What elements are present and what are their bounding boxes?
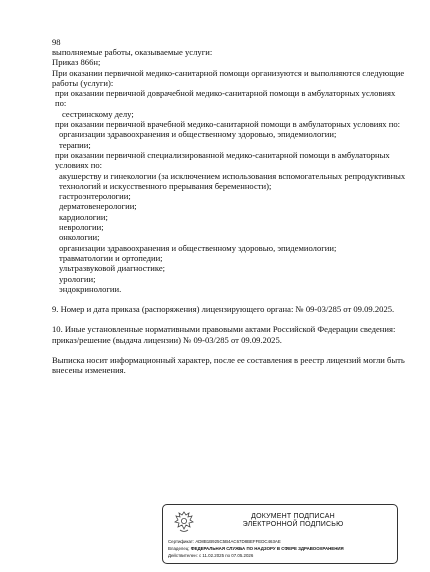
certificate-label: Сертификат: — [168, 539, 195, 544]
stamp-title — [193, 513, 393, 529]
certificate-details — [168, 539, 394, 559]
validity-row: Действителен: с 11.02.2025 по 07.05.2026 — [168, 552, 254, 558]
text-line: онкологии; — [59, 232, 100, 243]
text-line: акушерству и гинекологии (за исключением использования вспомогательных репродуктивных технологий и искусственного прерывания беременности); — [59, 170, 406, 191]
electronic-signature-stamp — [162, 504, 398, 564]
text-line: выполняемые работы, оказываемые услуги: — [52, 47, 213, 57]
page-number: 98 — [52, 37, 61, 47]
text-line: при оказании первичной доврачебной медико-санитарной помощи в амбулаторных условиях по: — [55, 88, 396, 109]
stamp-title-line1: ДОКУМЕНТ ПОДПИСАН — [251, 513, 335, 520]
certificate-row — [168, 539, 394, 546]
coat-of-arms-icon — [173, 510, 195, 534]
text-line: ультразвуковой диагностике; — [59, 263, 166, 274]
text-line: При оказании первичной медико-санитарной помощи организуются и выполняются следующие работы (услуги): — [52, 67, 405, 88]
text-line: неврологии; — [59, 222, 104, 233]
stamp-title-line2: ЭЛЕКТРОННОЙ ПОДПИСЬЮ — [242, 521, 344, 528]
owner-label: Владелец: — [168, 545, 190, 551]
text-line: сестринскому делу; — [62, 108, 134, 119]
text-line: при оказании первичной специализированной медико-санитарной помощи в амбулаторных условиях по: — [55, 149, 390, 171]
certificate-value: AD8B1B925C5B4AC67D8BEFFEDC463AE — [195, 539, 281, 544]
owner-value: ФЕДЕРАЛЬНАЯ СЛУЖБА ПО НАДЗОРУ В СФЕРЕ ЗДРАВООХРАНЕНИЯ — [190, 545, 344, 551]
license-order-section: 9. Номер и дата приказа (распоряжения) лицензирующего органа: № 09-03/285 от 09.09.2025. — [52, 304, 395, 315]
other-info-section: 10. Иные установленные нормативными правовыми актами Российской Федерации сведения: приказ/решение (выдача лицензии) № 09-03/285 от 09.09.2025. — [52, 324, 396, 345]
text-line: Приказ 866н; — [52, 57, 101, 68]
text-line: травматологии и ортопедии; — [59, 252, 163, 263]
text-line: гастроэнтерологии; — [59, 191, 131, 202]
owner-row — [168, 546, 394, 553]
text-line: терапии; — [59, 139, 91, 150]
text-line: эндокринологии. — [59, 283, 122, 294]
document-body — [52, 47, 408, 376]
text-line: дерматовенерологии; — [59, 201, 137, 212]
text-line: кардиологии; — [59, 211, 108, 222]
text-line: урологии; — [59, 273, 96, 284]
text-line: при оказании первичной врачебной медико-санитарной помощи в амбулаторных условиях по: — [55, 119, 401, 130]
text-line: организации здравоохранения и общественному здоровью, эпидемиологии; — [59, 129, 337, 140]
disclaimer-note: Выписка носит информационный характер, после ее составления в реестр лицензий могли быть внесены изменения. — [52, 355, 405, 376]
text-line: организации здравоохранения и общественному здоровью, эпидемиологии; — [59, 242, 337, 253]
